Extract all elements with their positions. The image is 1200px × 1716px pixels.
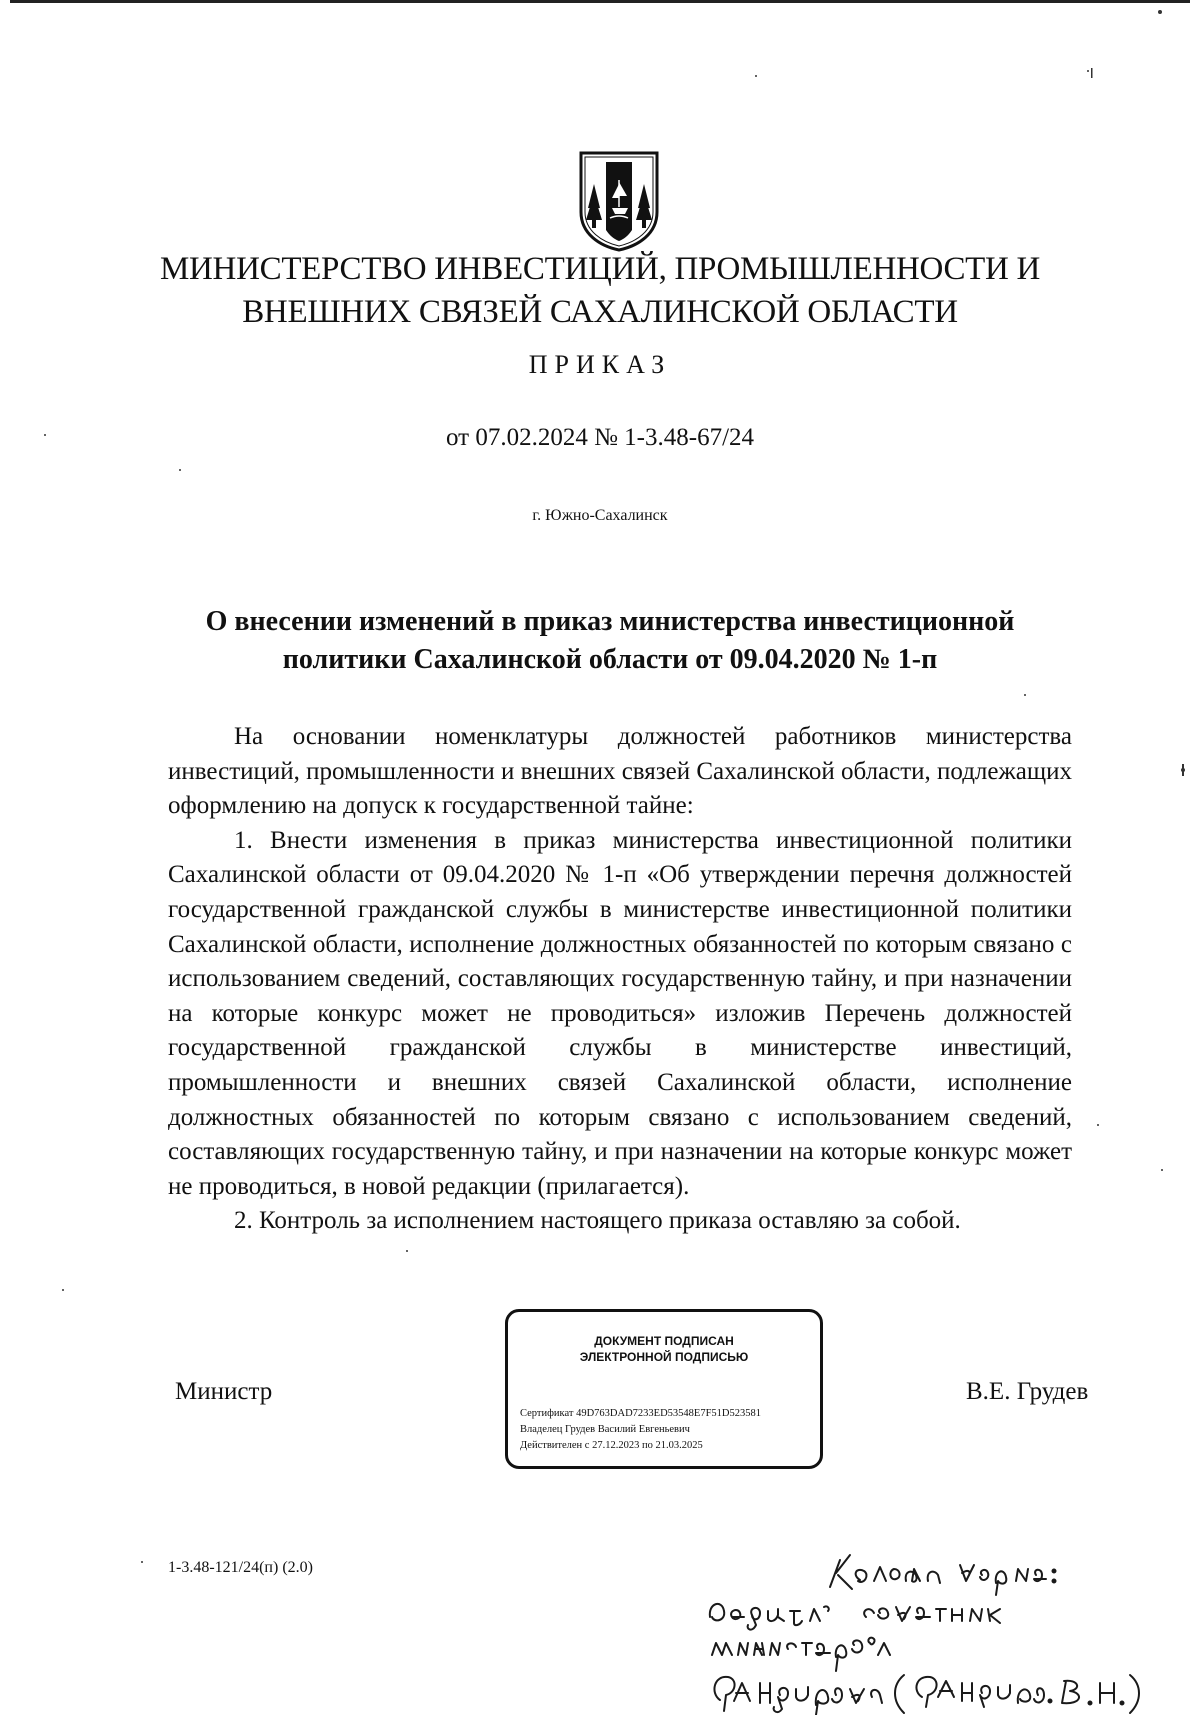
order-body	[168, 720, 1072, 1239]
ministry-name-line2: ВНЕШНИХ СВЯЗЕЙ САХАЛИНСКОЙ ОБЛАСТИ	[242, 294, 958, 330]
electronic-signature-stamp	[505, 1309, 823, 1469]
stamp-validity: Действителен с 27.12.2023 по 21.03.2025	[520, 1440, 703, 1451]
order-subject-line2: политики Сахалинской области от 09.04.2020 № 1-п	[282, 644, 938, 675]
signatory-position: Министр	[175, 1378, 273, 1405]
signatory-name: В.Е. Грудев	[966, 1378, 1089, 1405]
document-type: ПРИКАЗ	[528, 350, 672, 379]
order-number: от 07.02.2024 № 1-3.48-67/24	[445, 424, 755, 451]
ministry-name	[100, 248, 1100, 334]
stamp-title	[508, 1333, 820, 1365]
stamp-owner: Владелец Грудев Василий Евгеньевич	[520, 1424, 690, 1435]
body-paragraph-item-1: 1. Внести изменения в приказ министерства инвестиционной политики Сахалинской области от 09.04.2020 № 1-п «Об утверждении перечня должностей государственной гражданской службы в министерстве инвестиционной политики Сахалинской области, исполнение должностных обязанностей по которым связано с использованием сведений, составляющих государственную тайну, и при назначении на которые конкурс может не проводиться» изложив Перечень должностей государственной гражданской службы в министерстве инвестиций, промышленности и внешних связей Сахалинской области, исполнение должностных обязанностей по которым связано с использованием сведений, составляющих государственную тайну, и при назначении на которые конкурс может не проводиться, в новой редакции (прилагается).	[168, 826, 1072, 1200]
stamp-title-line1: ДОКУМЕНТ ПОДПИСАН	[594, 1334, 734, 1348]
body-paragraph-basis: На основании номенклатуры должностей работников министерства инвестиций, промышленности и внешних связей Сахалинской области, подлежащих оформлению на допуск к государственной тайне:	[168, 723, 1072, 820]
place-of-issue: г. Южно-Сахалинск	[532, 507, 668, 524]
scan-top-edge	[10, 0, 1190, 3]
sakhalin-coat-of-arms-icon	[576, 150, 662, 252]
body-paragraph-item-2: 2. Контроль за исполнением настоящего приказа оставляю за собой.	[234, 1207, 961, 1235]
handwritten-certification-signature	[690, 1525, 1150, 1715]
stamp-title-line2: ЭЛЕКТРОННОЙ ПОДПИСЬЮ	[579, 1350, 749, 1364]
stamp-details	[520, 1406, 820, 1454]
document-code: 1-3.48-121/24(п) (2.0)	[168, 1559, 313, 1576]
order-subject	[140, 603, 1080, 679]
ministry-name-line1: МИНИСТЕРСТВО ИНВЕСТИЦИЙ, ПРОМЫШЛЕННОСТИ И	[159, 251, 1041, 287]
stamp-certificate: Сертификат 49D763DAD7233ED53548E7F51D523581	[520, 1408, 761, 1419]
order-subject-line1: О внесении изменений в приказ министерства инвестиционной	[205, 606, 1015, 637]
